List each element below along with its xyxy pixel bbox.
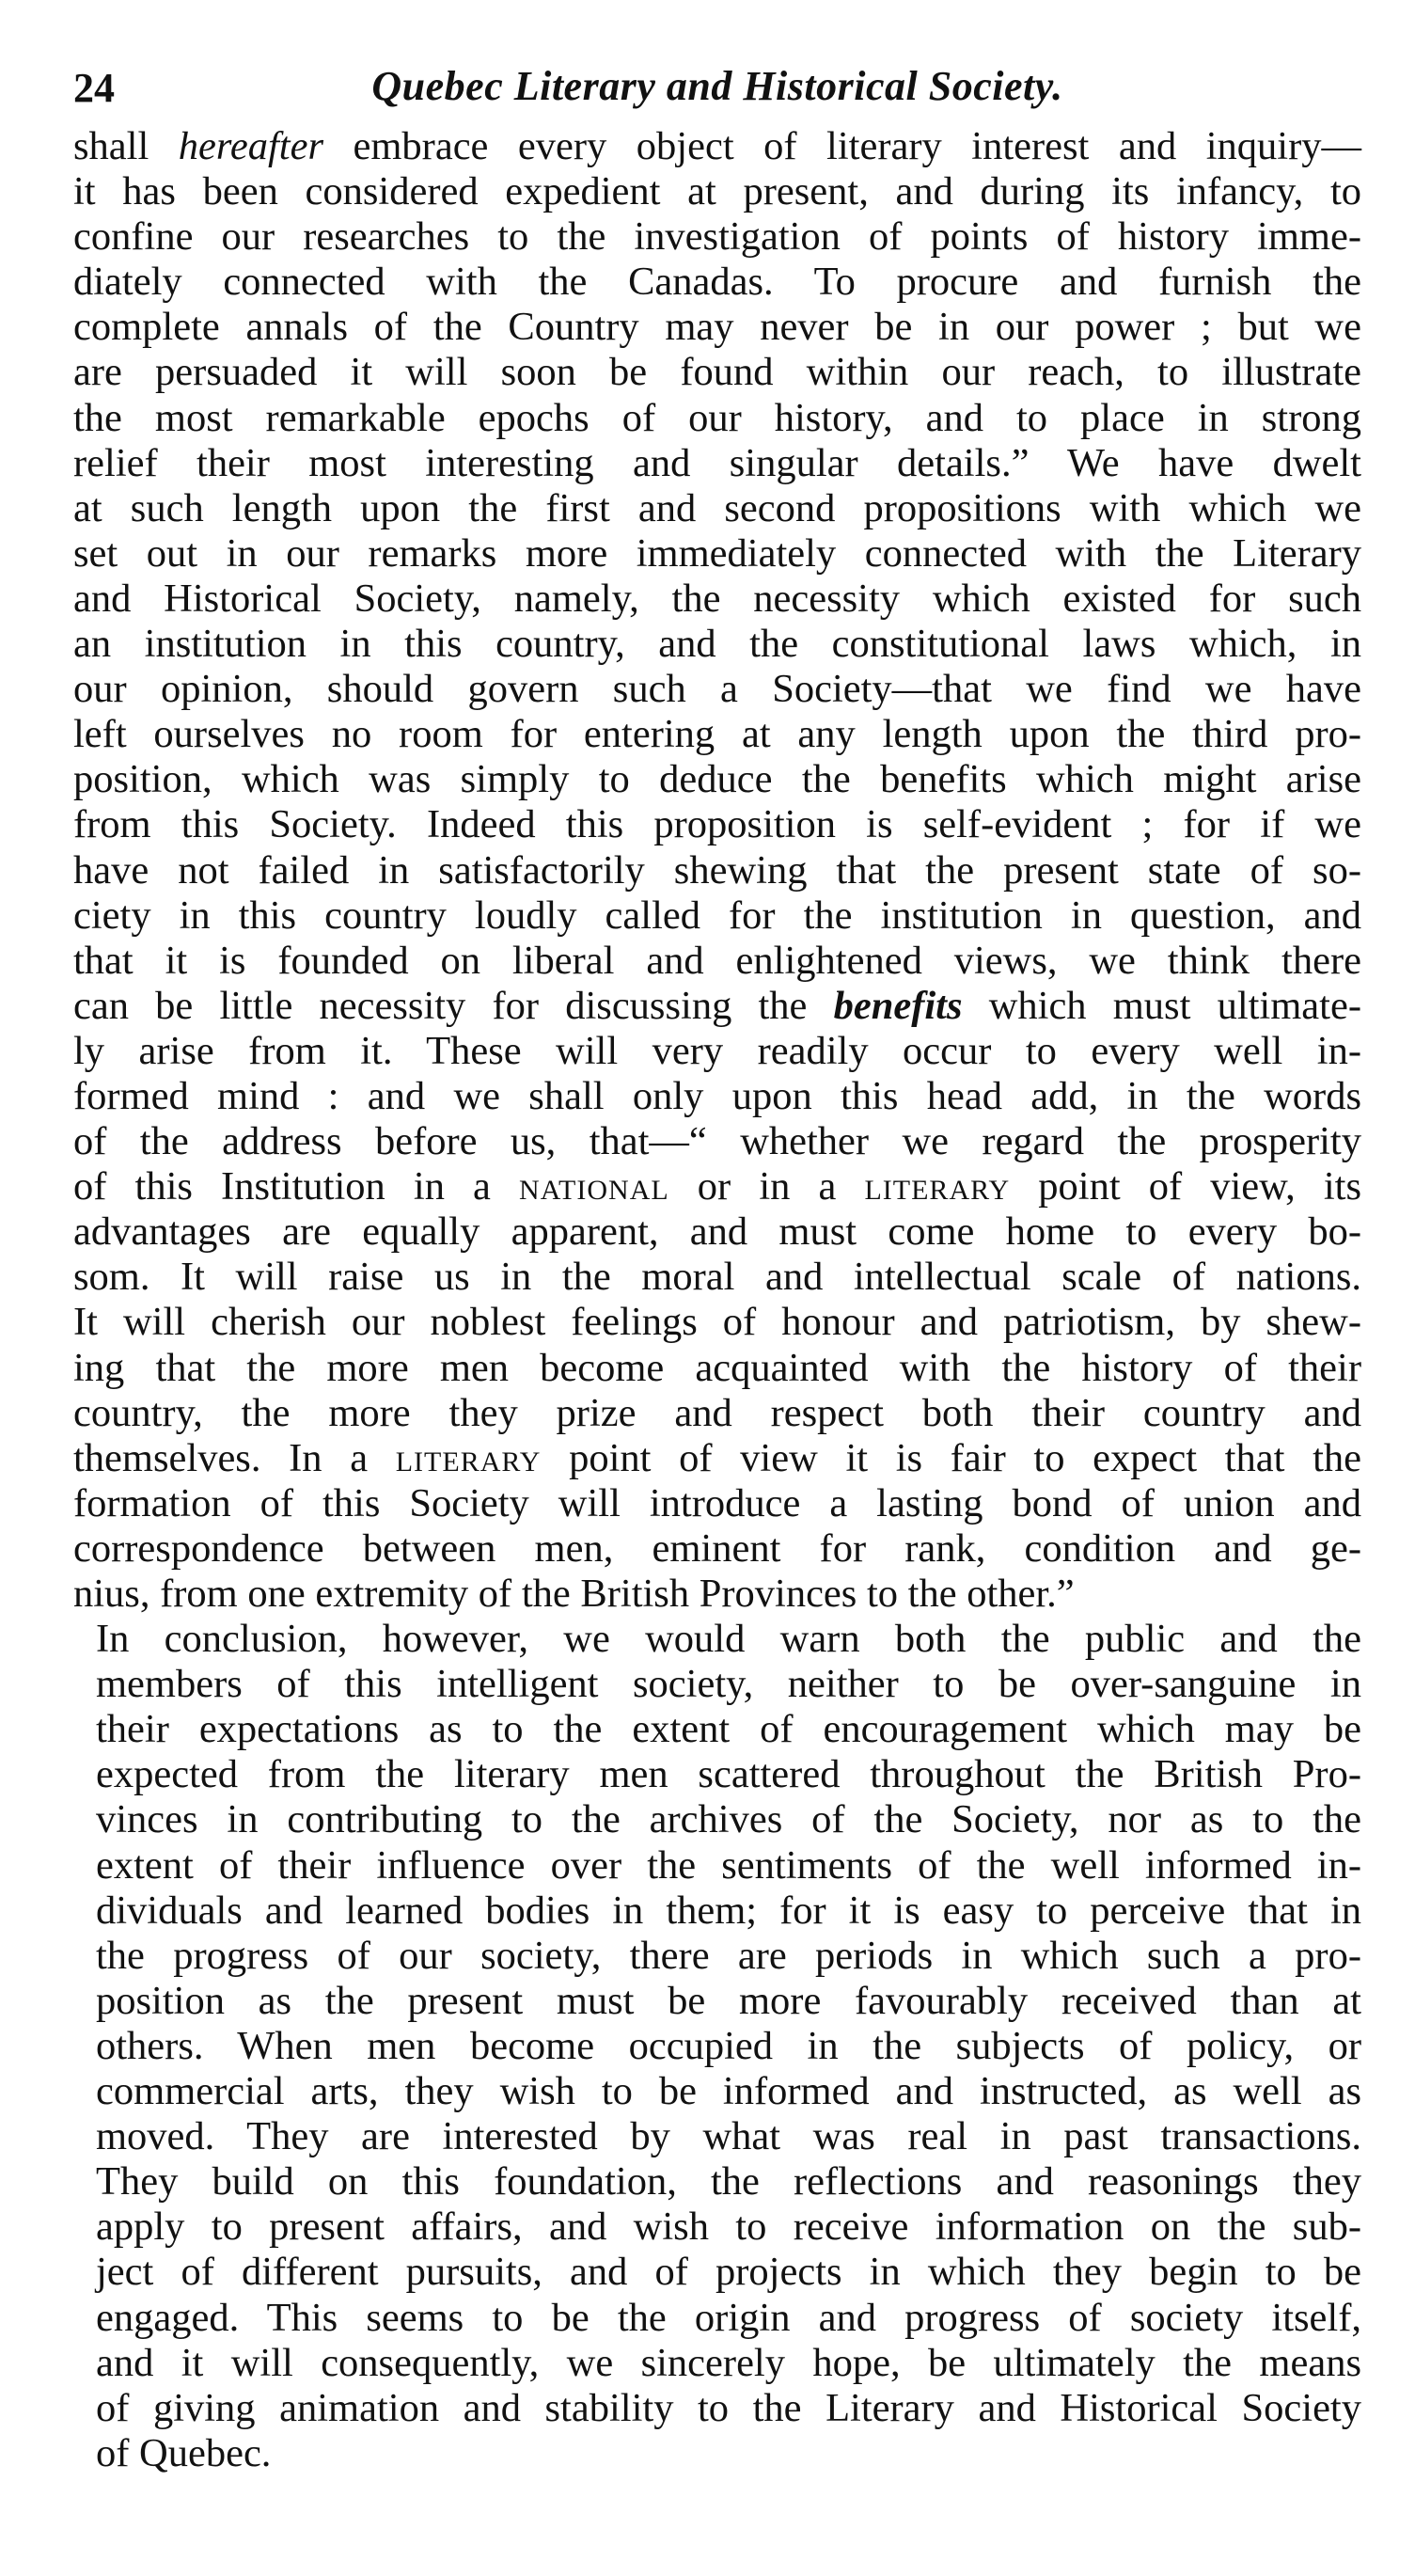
text-line: position as the present must be more favourably received than at (96, 1978, 1361, 2023)
text-line: of this Institution in a national or in a literary point of view, its (73, 1164, 1361, 1209)
paragraph-1 (73, 124, 1361, 1617)
text-line: country, the more they prize and respect both their country and (73, 1390, 1361, 1435)
text-line: formed mind : and we shall only upon this head add, in the words (73, 1073, 1361, 1118)
text-line: expected from the literary men scattered throughout the British Pro- (96, 1752, 1361, 1797)
text-line: som. It will raise us in the moral and intellectual scale of nations. (73, 1255, 1361, 1300)
text-line: diately connected with the Canadas. To procure and furnish the (73, 260, 1361, 305)
text-line: confine our researches to the investigation of points of history imme- (73, 214, 1361, 260)
text-line: from this Society. Indeed this proposition is self-evident ; for if we (73, 802, 1361, 847)
text-line: an institution in this country, and the constitutional laws which, in (73, 622, 1361, 667)
text-line: set out in our remarks more immediately connected with the Literary (73, 530, 1361, 576)
text-line: can be little necessity for discussing the benefits which must ultimate- (73, 983, 1361, 1028)
text-line: relief their most interesting and singular details.” We have dwelt (73, 440, 1361, 485)
running-head (73, 55, 1361, 120)
text-line: vinces in contributing to the archives of the Society, nor as to the (96, 1797, 1361, 1842)
text-line: position, which was simply to deduce the benefits which might arise (73, 757, 1361, 802)
text-line: apply to present affairs, and wish to receive information on the sub- (96, 2205, 1361, 2250)
paragraph-2 (73, 1617, 1361, 2476)
text-line: our opinion, should govern such a Society—that we find we have (73, 667, 1361, 712)
text-line: it has been considered expedient at present, and during its infancy, to (73, 169, 1361, 214)
text-line: their expectations as to the extent of encouragement which may be (96, 1707, 1361, 1752)
text-line: ly arise from it. These will very readily occur to every well in- (73, 1028, 1361, 1073)
text-line: the progress of our society, there are periods in which such a pro- (96, 1933, 1361, 1978)
text-line: that it is founded on liberal and enlightened views, we think there (73, 938, 1361, 983)
text-line: ject of different pursuits, and of projects in which they begin to be (96, 2250, 1361, 2295)
text-line: are persuaded it will soon be found within our reach, to illustrate (73, 350, 1361, 395)
text-line: and it will consequently, we sincerely hope, be ultimately the means (96, 2340, 1361, 2385)
text-line: left ourselves no room for entering at any length upon the third pro- (73, 712, 1361, 757)
text-line: ciety in this country loudly called for the institution in question, and (73, 893, 1361, 938)
text-line: themselves. In a literary point of view it is fair to expect that the (73, 1435, 1361, 1480)
text-line: of Quebec. (96, 2430, 272, 2475)
text-line: the most remarkable epochs of our history, and to place in strong (73, 395, 1361, 440)
text-line: ing that the more men become acquainted with the history of their (73, 1345, 1361, 1390)
text-line: They build on this foundation, the reflections and reasonings they (96, 2159, 1361, 2205)
text-line: others. When men become occupied in the subjects of policy, or (96, 2023, 1361, 2068)
text-line: engaged. This seems to be the origin and progress of society itself, (96, 2295, 1361, 2340)
body-text (73, 124, 1361, 2476)
text-line: and Historical Society, namely, the necessity which existed for such (73, 576, 1361, 621)
page-number: 24 (73, 65, 115, 111)
text-line: formation of this Society will introduce a lasting bond of union and (73, 1480, 1361, 1525)
text-line: members of this intelligent society, neither to be over-sanguine in (96, 1662, 1361, 1707)
text-line: complete annals of the Country may never be in our power ; but we (73, 305, 1361, 350)
book-page (73, 55, 1361, 2476)
text-line: of giving animation and stability to the Literary and Historical Society (96, 2385, 1361, 2430)
text-line: advantages are equally apparent, and must come home to every bo- (73, 1209, 1361, 1255)
text-line: In conclusion, however, we would warn both the public and the (96, 1617, 1361, 1662)
text-line: shall hereafter embrace every object of literary interest and inquiry— (73, 124, 1361, 168)
text-line: nius, from one extremity of the British Provinces to the other.” (73, 1572, 1075, 1616)
text-line: dividuals and learned bodies in them; for it is easy to perceive that in (96, 1888, 1361, 1933)
text-line: commercial arts, they wish to be informed and instructed, as well as (96, 2069, 1361, 2114)
text-line: correspondence between men, eminent for rank, condition and ge- (73, 1525, 1361, 1571)
text-line: of the address before us, that—“ whether we regard the prosperity (73, 1119, 1361, 1164)
text-line: at such length upon the first and second propositions with which we (73, 485, 1361, 530)
text-line: extent of their influence over the sentiments of the well informed in- (96, 1842, 1361, 1888)
text-line: have not failed in satisfactorily shewing that the present state of so- (73, 847, 1361, 893)
text-line: moved. They are interested by what was real in past transactions. (96, 2114, 1361, 2159)
running-title: Quebec Literary and Historical Society. (371, 63, 1063, 109)
text-line: It will cherish our noblest feelings of honour and patriotism, by shew- (73, 1300, 1361, 1345)
